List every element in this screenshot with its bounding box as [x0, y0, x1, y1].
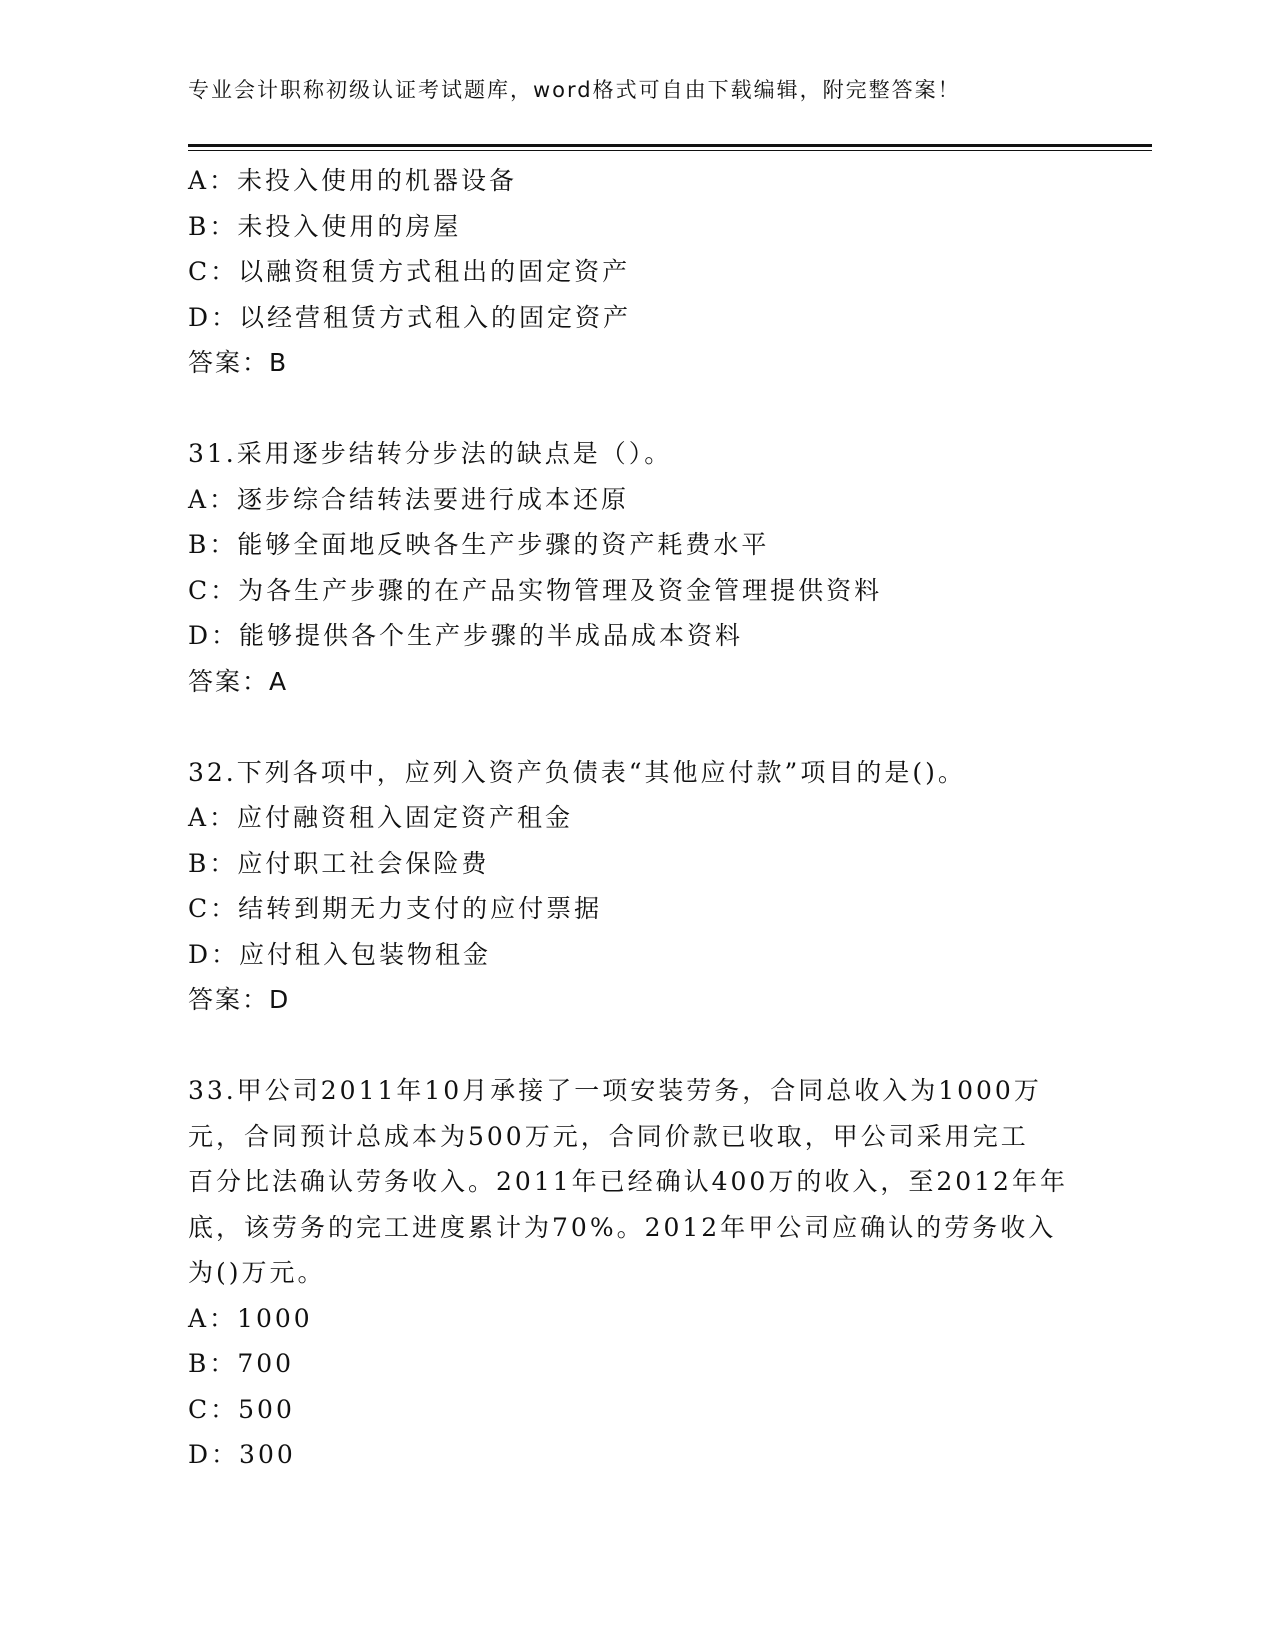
option-d: D：以经营租赁方式租入的固定资产	[188, 302, 632, 332]
answer-label: 答案：A	[188, 666, 289, 696]
stem-line: 为()万元。	[188, 1258, 326, 1287]
option-d: D：300	[188, 1440, 296, 1469]
option-c: C：以融资租赁方式租出的固定资产	[188, 257, 631, 286]
option-a: A：应付融资租入固定资产租金	[188, 803, 574, 832]
question-content	[188, 158, 1088, 1478]
answer-label: 答案：B	[188, 348, 289, 377]
option-a: A：未投入使用的机器设备	[188, 166, 518, 195]
question-31	[188, 431, 1088, 704]
question-stem: 31.采用逐步结转分步法的缺点是（）。	[188, 439, 673, 468]
stem-line: 元，合同预计总成本为500万元，合同价款已收取，甲公司采用完工	[188, 1121, 1029, 1151]
option-c: C：为各生产步骤的在产品实物管理及资金管理提供资料	[188, 575, 883, 605]
spacer	[188, 704, 1088, 750]
stem-line: 百分比法确认劳务收入。2011年已经确认400万的收入，至2012年年	[188, 1167, 1068, 1196]
answer-label: 答案：D	[188, 985, 291, 1014]
option-b: B：应付职工社会保险费	[188, 848, 490, 878]
option-d: D：能够提供各个生产步骤的半成品成本资料	[188, 621, 744, 650]
page-header: 专业会计职称初级认证考试题库，word格式可自由下载编辑，附完整答案！	[188, 78, 961, 102]
option-a: A：1000	[188, 1303, 313, 1333]
stem-line: 底，该劳务的完工进度累计为70%。2012年甲公司应确认的劳务收入	[188, 1212, 1057, 1242]
option-b: B：能够全面地反映各生产步骤的资产耗费水平	[188, 530, 770, 559]
option-d: D：应付租入包装物租金	[188, 939, 492, 969]
spacer	[188, 386, 1088, 432]
option-b: B：未投入使用的房屋	[188, 211, 462, 241]
option-b: B：700	[188, 1349, 295, 1378]
question-33	[188, 1068, 1088, 1478]
stem-line: 33.甲公司2011年10月承接了一项安装劳务，合同总收入为1000万	[188, 1076, 1042, 1105]
spacer	[188, 1023, 1088, 1069]
option-a: A：逐步综合结转法要进行成本还原	[188, 484, 630, 514]
question-stem	[188, 1068, 1088, 1296]
option-c: C：结转到期无力支付的应付票据	[188, 894, 603, 923]
question-stem: 32.下列各项中，应列入资产负债表“其他应付款”项目的是()。	[188, 757, 966, 787]
header-divider-thick	[188, 144, 1152, 147]
option-c: C：500	[188, 1394, 295, 1424]
header-divider-thin	[188, 150, 1152, 151]
prev-question-options	[188, 158, 1088, 386]
question-32	[188, 750, 1088, 1023]
